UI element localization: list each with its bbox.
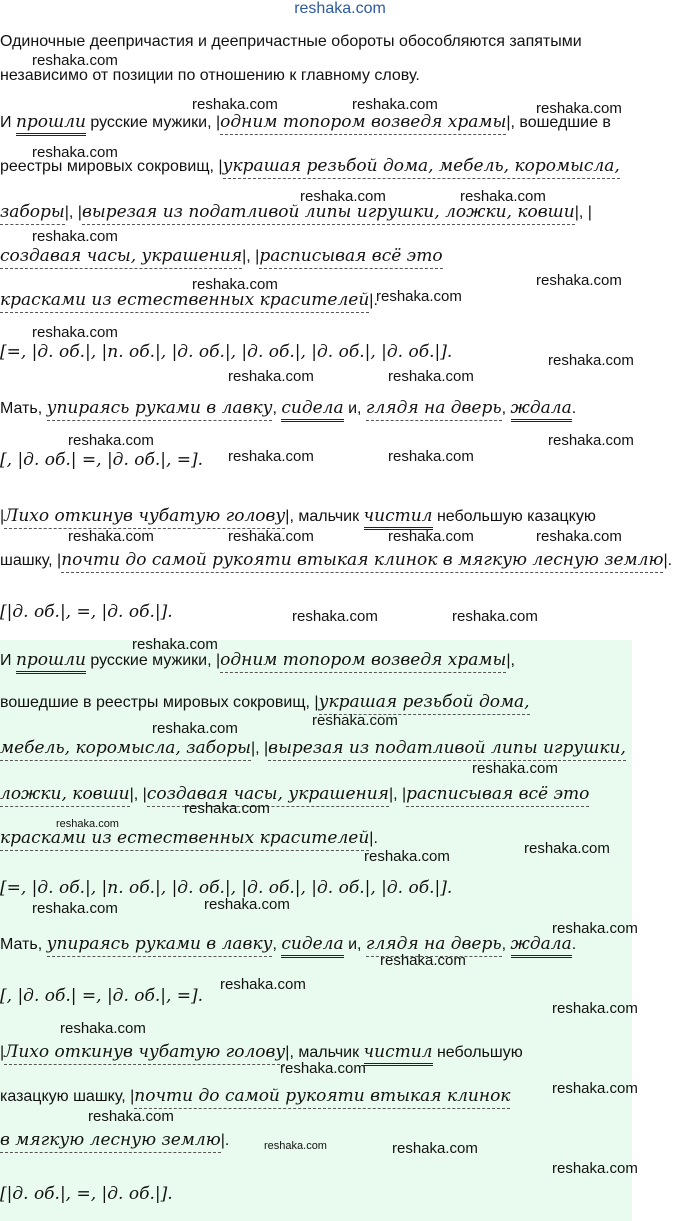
watermark: reshaka.com (228, 368, 314, 385)
bottom-s1-line-4: ложки, ковши|, |создавая часы, украшения|, |расписывая всё это (0, 784, 589, 805)
watermark: reshaka.com (472, 760, 558, 777)
bottom-s2-line: Мать, упираясь руками в лавку, сидела и, глядя на дверь, ждала. (0, 934, 576, 955)
watermark: reshaka.com (352, 96, 438, 113)
bottom-s3-line-1: |Лихо откинув чубатую голову|, мальчик чистил небольшую (0, 1042, 523, 1063)
watermark: reshaka.com (552, 1160, 638, 1177)
watermark: reshaka.com (132, 636, 218, 653)
watermark: reshaka.com (192, 276, 278, 293)
intro-line-2: независимо от позиции по отношению к главному слову. (0, 67, 420, 84)
bottom-s1-line-1: И прошли русские мужики, |одним топором возведя храмы|, (0, 650, 515, 671)
watermark: reshaka.com (552, 920, 638, 937)
bottom-s1-line-2: вошедшие в реестры мировых сокровищ, |украшая резьбой дома, (0, 692, 530, 713)
bottom-s2-scheme: [, |д. об.| =, |д. об.|, =]. (0, 986, 204, 1006)
bottom-s1-line-5: красками из естественных красителей|. (0, 828, 378, 849)
watermark: reshaka.com (536, 528, 622, 545)
top-s1-line-4: создавая часы, украшения|, |расписывая всё это (0, 246, 443, 267)
bottom-s3-line-2: казацкую шашку, |почти до самой рукояти втыкая клинок (0, 1086, 510, 1107)
top-s1-scheme: [=, |д. об.|, |п. об.|, |д. об.|, |д. об.|, |д. об.|, |д. об.|]. (0, 342, 453, 362)
top-s2-scheme: [, |д. об.| =, |д. об.|, =]. (0, 450, 204, 470)
watermark: reshaka.com (376, 288, 462, 305)
watermark: reshaka.com (204, 896, 290, 913)
watermark: reshaka.com (88, 1108, 174, 1125)
top-s2-line: Мать, упираясь руками в лавку, сидела и, глядя на дверь, ждала. (0, 398, 576, 419)
watermark: reshaka.com (32, 900, 118, 917)
top-s3-line-1: |Лихо откинув чубатую голову|, мальчик чистил небольшую казацкую (0, 506, 596, 527)
site-header[interactable]: reshaka.com (294, 0, 386, 17)
watermark: reshaka.com (536, 100, 622, 117)
watermark: reshaka.com (32, 228, 118, 245)
watermark: reshaka.com (68, 432, 154, 449)
watermark: reshaka.com (32, 144, 118, 161)
watermark: reshaka.com (152, 720, 238, 737)
watermark: reshaka.com (312, 712, 398, 729)
watermark: reshaka.com (56, 818, 119, 830)
watermark: reshaka.com (388, 448, 474, 465)
intro-line-1: Одиночные деепричастия и деепричастные обороты обособляются запятыми (0, 33, 582, 50)
watermark: reshaka.com (552, 1000, 638, 1017)
watermark: reshaka.com (32, 52, 118, 69)
top-s1-line-3: заборы|, |вырезая из податливой липы игрушки, ложки, ковши|, | (0, 202, 592, 223)
watermark: reshaka.com (68, 528, 154, 545)
watermark: reshaka.com (32, 324, 118, 341)
watermark: reshaka.com (452, 608, 538, 625)
top-s3-line-2: шашку, |почти до самой рукояти втыкая клинок в мягкую лесную землю|. (0, 550, 672, 571)
watermark: reshaka.com (380, 952, 466, 969)
top-s3-scheme: [|д. об.|, =, |д. об.|]. (0, 602, 173, 622)
top-s1-line-1: И прошли русские мужики, |одним топором возведя храмы|, вошедшие в (0, 112, 611, 133)
top-s1-line-5: красками из естественных красителей|. (0, 290, 378, 311)
watermark: reshaka.com (548, 352, 634, 369)
bottom-s3-scheme: [|д. об.|, =, |д. об.|]. (0, 1184, 173, 1204)
bottom-s1-scheme: [=, |д. об.|, |п. об.|, |д. об.|, |д. об.|, |д. об.|, |д. об.|]. (0, 878, 453, 898)
watermark: reshaka.com (60, 1020, 146, 1037)
watermark: reshaka.com (392, 1140, 478, 1157)
watermark: reshaka.com (536, 272, 622, 289)
watermark: reshaka.com (228, 528, 314, 545)
watermark: reshaka.com (548, 432, 634, 449)
watermark: reshaka.com (228, 448, 314, 465)
watermark: reshaka.com (300, 188, 386, 205)
watermark: reshaka.com (280, 1060, 366, 1077)
watermark: reshaka.com (192, 96, 278, 113)
watermark: reshaka.com (552, 1080, 638, 1097)
watermark: reshaka.com (388, 528, 474, 545)
watermark: reshaka.com (220, 976, 306, 993)
bottom-s1-line-3: мебель, коромысла, заборы|, |вырезая из податливой липы игрушки, (0, 738, 626, 759)
watermark: reshaka.com (264, 1140, 327, 1152)
watermark: reshaka.com (460, 188, 546, 205)
watermark: reshaka.com (292, 608, 378, 625)
watermark: reshaka.com (388, 368, 474, 385)
bottom-s3-line-3: в мягкую лесную землю|. (0, 1130, 229, 1151)
watermark: reshaka.com (184, 800, 270, 817)
watermark: reshaka.com (364, 848, 450, 865)
top-s1-line-2: реестры мировых сокровищ, |украшая резьбой дома, мебель, коромысла, (0, 156, 620, 177)
watermark: reshaka.com (524, 840, 610, 857)
